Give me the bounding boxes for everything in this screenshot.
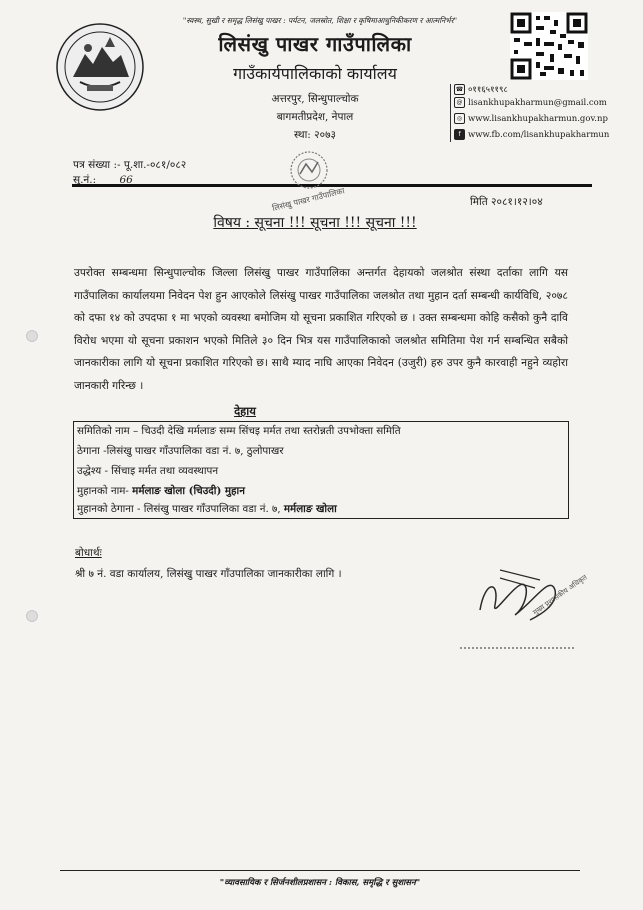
established-year: स्था: २०७३ — [293, 129, 337, 141]
footer-slogan: "व्यावसायिक र सिर्जनशीलप्रशासन : विकास, समृद्धि र सुशासन" — [219, 878, 421, 888]
annex-purpose — [77, 464, 218, 478]
signature-block — [440, 560, 590, 670]
notice-body: उपरोक्त सम्बन्धमा सिन्धुपाल्चोक जिल्ला लिसंखु पाखर गाउँपालिका अन्तर्गत देहायको जलश्रोत संस्था दर्ताका लागि यस गाउँपालिका कार्यालयमा निवेदन पेश हुन आएकोले लिसंखु पाखर गाउँपालिका जलश्रोत तथा मुहान दर्ता सम्बन्धी कार्यविधि, २०७८ को दफा १४ को उपदफा १ मा भएको व्यवस्था बमोजिम यो सूचना प्रकाशित गरिएको छ । उक्त सम्बन्धमा कोहि कसैको कुनै दावि विरोध भएमा यो सूचना प्रकाशन भएको मितिले ३० दिन भित्र यस गाउँपालिकाको जलश्रोत समितिमा पेश गर्न सम्बन्धित सबैको जानकारीका लागि यो सूचना प्रकाशित गरिएको छ। साथै म्याद नाघि आएका निवेदन (उजुरी) हरु उपर कुनै कारवाही नहुने व्यहोरा जानकारी गरिन्छ । — [74, 266, 568, 392]
government-emblem-logo — [55, 22, 145, 112]
footer-divider — [60, 870, 580, 871]
signature-stamp-text: मुख्य प्रशासकीय अधिकृत — [531, 573, 589, 617]
annex-address — [77, 444, 284, 458]
qr-code-icon — [510, 12, 588, 80]
dispatch-number-label: सु.नं.: — [73, 174, 97, 186]
address-line-2: बागमतीप्रदेश, नेपाल — [276, 111, 354, 123]
annex-source-address — [77, 502, 337, 516]
organization-name: लिसंखु पाखर गाउँपालिका — [218, 32, 412, 56]
email-icon: @ — [454, 97, 465, 108]
annex-title: देहाय — [234, 404, 256, 418]
contact-email — [454, 97, 607, 108]
address-label: ठेगाना - — [77, 445, 107, 457]
purpose-value: सिंचाइ मर्मत तथा व्यवस्थापन — [111, 465, 219, 477]
contact-website — [454, 113, 608, 124]
address-value: लिसंखु पाखर गाँउपालिका वडा नं. ७, ठुलोपाखर — [106, 445, 284, 457]
subject-line: विषय : सूचना !!! सूचना !!! सूचना !!! — [213, 215, 417, 231]
motto: "स्वस्थ, सुखी र समृद्ध लिसंखु पाखर : पर्यटन, जलस्रोत, शिक्षा र कृषिमाआधुनिकीकरण र आत्मनिर्भर" — [182, 16, 458, 25]
source-name-label: मुहानको नाम- — [77, 485, 133, 497]
email-address[interactable]: lisankhupakharmun@gmail.com — [468, 97, 607, 108]
cc-recipient: श्री ७ नं. वडा कार्यालय, लिसंखु पाखर गाँउपालिका जानकारीका लागि । — [75, 568, 342, 580]
punch-hole — [26, 610, 38, 622]
facebook-icon: f — [454, 129, 465, 140]
source-address-label: मुहानको ठेगाना - लिसंखु पाखर गाँउपालिका वडा नं. ७, — [77, 503, 284, 515]
annex-source-name — [77, 484, 245, 498]
letter-date: मिति २०८१।१२।०४ — [470, 196, 543, 208]
annex-committee — [77, 424, 401, 438]
facebook-link[interactable]: www.fb.com/lisankhupakharmun — [468, 129, 610, 140]
phone-number: ०११६५११९८ — [468, 85, 508, 95]
cc-title: बोधार्थः — [75, 547, 102, 559]
website-link[interactable]: www.lisankhupakharmun.gov.np — [468, 113, 608, 124]
committee-label: समितिको नाम – — [77, 425, 142, 437]
stamp-text: लिसंखु पाखर गाउँपालिका — [271, 186, 346, 213]
contact-facebook — [454, 129, 609, 140]
punch-hole — [26, 330, 38, 342]
address-line-1: अत्तरपुर, सिन्धुपाल्चोक — [271, 93, 359, 105]
dispatch-number: 66 — [119, 174, 133, 186]
source-name-value: मर्मलाङ खोला (चिउदी) मुहान — [132, 485, 245, 497]
phone-icon: ☎ — [455, 86, 464, 93]
letter-number: पत्र संख्या :- पू.शा.-०८१/०८२ — [73, 159, 187, 171]
source-address-value: मर्मलाङ खोला — [283, 503, 337, 515]
office-name: गाउँकार्यपालिकाको कार्यालय — [233, 64, 397, 83]
committee-value: चिउदी देखि मर्मलाङ सम्म सिंचइ मर्मत तथा स्तरोन्नती उपभोक्ता समिति — [141, 425, 401, 437]
globe-icon: ◎ — [454, 113, 465, 124]
purpose-label: उद्धेश्य - — [77, 465, 112, 477]
contact-phone — [454, 84, 508, 95]
